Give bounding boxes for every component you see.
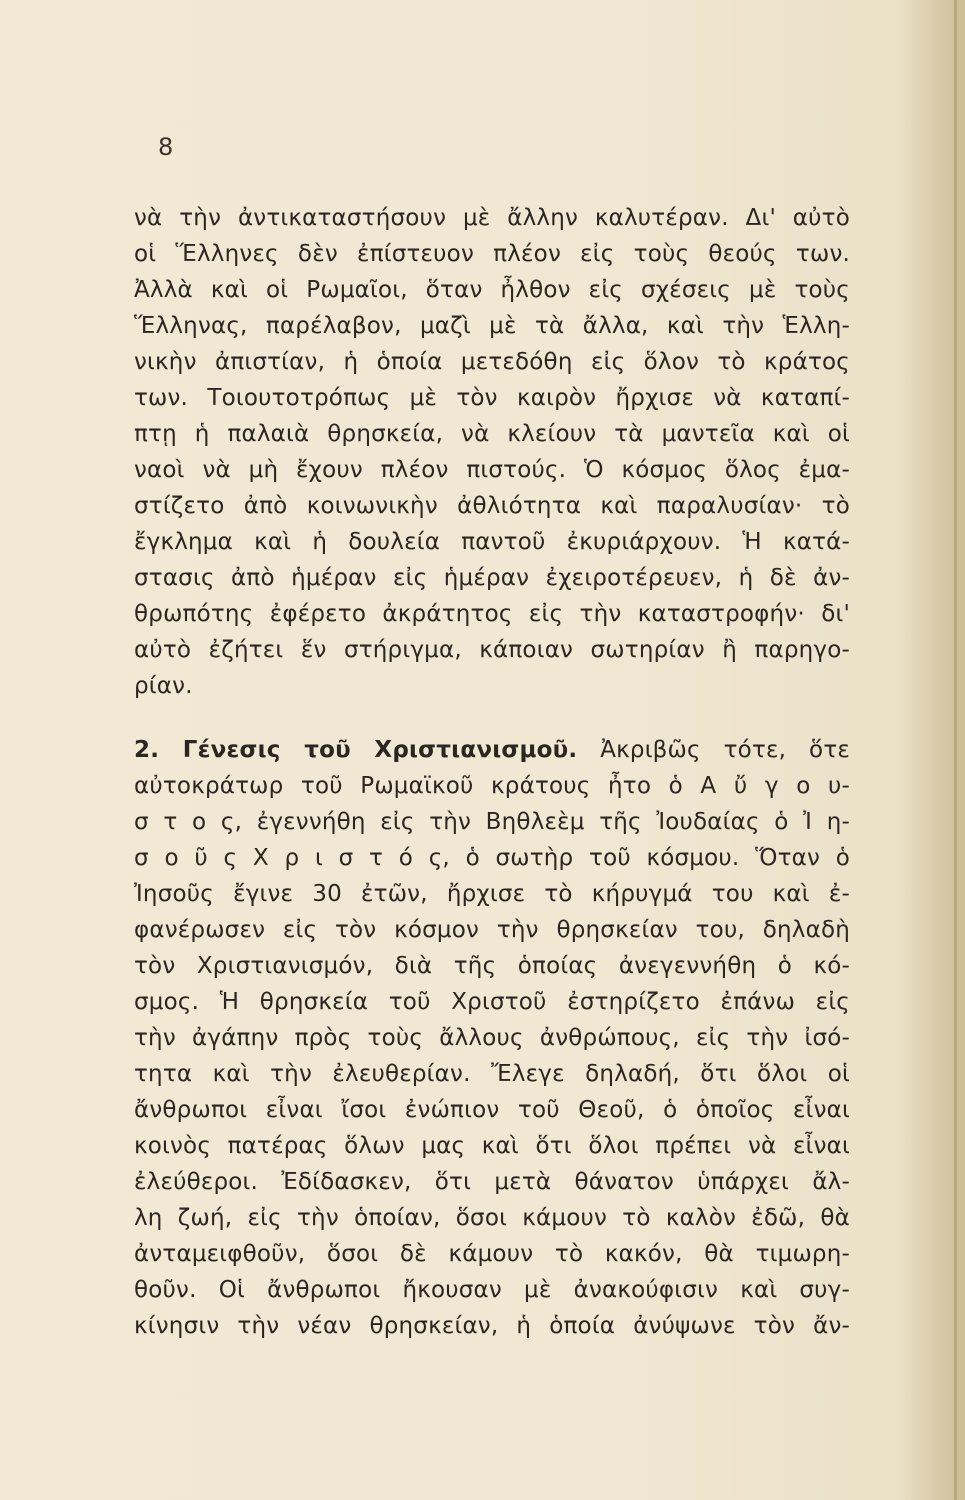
- text-line: αὐτὸ ἐζήτει ἕν στήριγμα, κάποιαν σωτηρίαν ἢ παρηγο-: [134, 637, 850, 663]
- text-line: ἔγκλημα καὶ ἡ δουλεία παντοῦ ἐκυριάρχουν. Ἡ κατά-: [134, 529, 850, 555]
- text-line: κίνησιν τὴν νέαν θρησκείαν, ἡ ὁποία ἀνύψωνε τὸν ἄν-: [134, 1313, 850, 1339]
- text-line: νὰ τὴν ἀντικαταστήσουν μὲ ἄλλην καλυτέραν. Δι' αὐτὸ: [134, 205, 850, 231]
- text-line: σ τ ο ς, ἐγεννήθη εἰς τὴν Βηθλεὲμ τῆς Ἰουδαίας ὁ Ἰ η-: [134, 809, 850, 835]
- text-line: τὸν Χριστιανισμόν, διὰ τῆς ὁποίας ἀνεγεννήθη ὁ κό-: [134, 953, 850, 979]
- page-number: 8: [158, 133, 174, 161]
- text-line: Ἰησοῦς ἔγινε 30 ἐτῶν, ἤρχισε τὸ κήρυγμά του καὶ ἐ-: [134, 881, 850, 907]
- text-line: σ ο ῦ ς Χ ρ ι σ τ ό ς, ὁ σωτὴρ τοῦ κόσμου. Ὅταν ὁ: [134, 845, 850, 871]
- text-line: ἀνταμειφθοῦν, ὅσοι δὲ κάμουν τὸ κακόν, θὰ τιμωρη-: [134, 1241, 850, 1267]
- text-line: οἱ Ἕλληνες δὲν ἐπίστευον πλέον εἰς τοὺς θεούς των.: [134, 241, 850, 267]
- page-edge-shadow: [954, 0, 957, 1500]
- section-2-first-line: [134, 733, 850, 767]
- text-line: των. Τοιουτοτρόπως μὲ τὸν καιρὸν ἤρχισε νὰ καταπί-: [134, 385, 850, 411]
- text-line: ναοὶ νὰ μὴ ἔχουν πλέον πιστούς. Ὁ κόσμος ὅλος ἐμα-: [134, 457, 850, 483]
- text-line: ἄνθρωποι εἶναι ἴσοι ἐνώπιον τοῦ Θεοῦ, ὁ ὁποῖος εἶναι: [134, 1097, 850, 1123]
- text-line: πτῃ ἡ παλαιὰ θρησκεία, νὰ κλείουν τὰ μαντεῖα καὶ οἱ: [134, 421, 850, 447]
- text-line: ρίαν.: [134, 673, 193, 699]
- text-fragment: Ἀκριβῶς τότε, ὅτε: [600, 737, 851, 763]
- text-line: στασις ἀπὸ ἡμέραν εἰς ἡμέραν ἐχειροτέρευεν, ἡ δὲ ἀν-: [134, 565, 850, 591]
- text-line: θοῦν. Οἱ ἄνθρωποι ἤκουσαν μὲ ἀνακούφισιν καὶ συγ-: [134, 1277, 850, 1303]
- section-heading: 2. Γένεσις τοῦ Χριστιανισμοῦ.: [134, 737, 578, 763]
- text-line: φανέρωσεν εἰς τὸν κόσμον τὴν θρησκείαν του, δηλαδὴ: [134, 917, 850, 943]
- text-line: στίζετο ἀπὸ κοινωνικὴν ἀθλιότητα καὶ παραλυσίαν· τὸ: [134, 493, 850, 519]
- text-line: αὐτοκράτωρ τοῦ Ρωμαϊκοῦ κράτους ἦτο ὁ Α ὔ γ ο υ-: [134, 773, 850, 799]
- text-line: τητα καὶ τὴν ἐλευθερίαν. Ἔλεγε δηλαδή, ὅτι ὅλοι οἱ: [134, 1061, 850, 1087]
- text-line: ἐλεύθεροι. Ἐδίδασκεν, ὅτι μετὰ θάνατον ὑπάρχει ἄλ-: [134, 1169, 850, 1195]
- text-line: θρωπότης ἐφέρετο ἀκράτητος εἰς τὴν καταστροφήν· δι': [134, 601, 850, 627]
- text-line: Ἕλληνας, παρέλαβον, μαζὶ μὲ τὰ ἄλλα, καὶ τὴν Ἑλλη-: [134, 313, 850, 339]
- text-line: τὴν ἀγάπην πρὸς τοὺς ἄλλους ἀνθρώπους, εἰς τὴν ἰσό-: [134, 1025, 850, 1051]
- text-line: σμος. Ἡ θρησκεία τοῦ Χριστοῦ ἐστηρίζετο ἐπάνω εἰς: [134, 989, 850, 1015]
- text-line: Ἀλλὰ καὶ οἱ Ρωμαῖοι, ὅταν ἦλθον εἰς σχέσεις μὲ τοὺς: [134, 277, 850, 303]
- text-line: κοινὸς πατέρας ὅλων μας καὶ ὅτι ὅλοι πρέπει νὰ εἶναι: [134, 1133, 850, 1159]
- text-line: λη ζωή, εἰς τὴν ὁποίαν, ὅσοι κάμουν τὸ καλὸν ἐδῶ, θὰ: [134, 1205, 850, 1231]
- text-line: νικὴν ἀπιστίαν, ἡ ὁποία μετεδόθη εἰς ὅλον τὸ κράτος: [134, 349, 850, 375]
